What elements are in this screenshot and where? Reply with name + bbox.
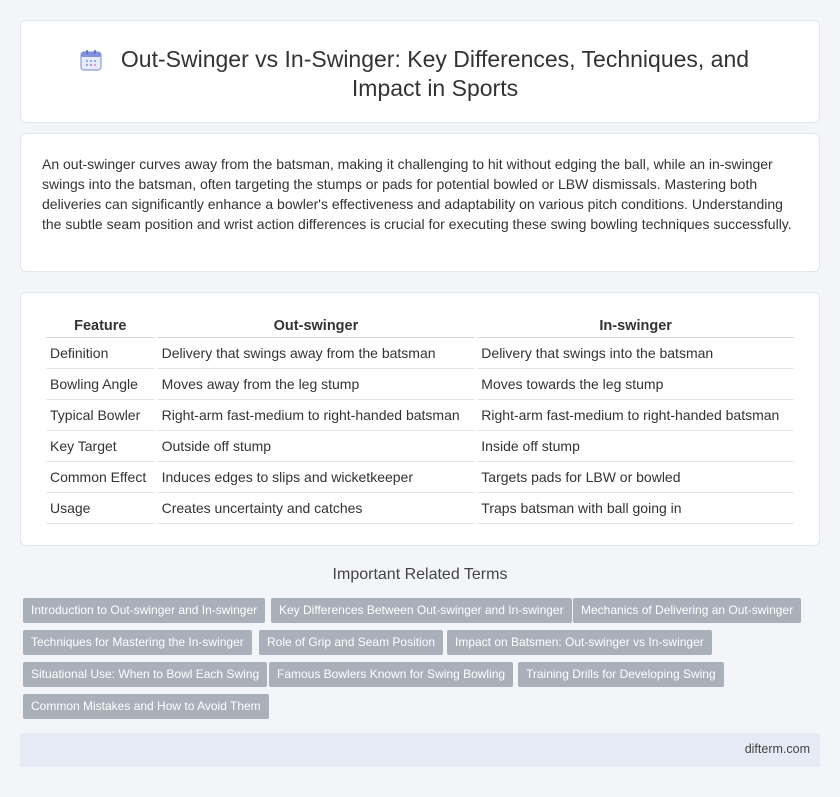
table-row <box>46 369 794 400</box>
row-out-swinger: Outside off stump <box>158 431 475 462</box>
row-in-swinger: Inside off stump <box>477 431 794 462</box>
row-feature: Key Target <box>46 431 155 462</box>
table-row <box>46 431 794 462</box>
row-out-swinger: Delivery that swings away from the batsman <box>158 338 475 369</box>
row-in-swinger: Targets pads for LBW or bowled <box>477 462 794 493</box>
related-term-tag[interactable]: Key Differences Between Out-swinger and In-swinger <box>271 598 572 623</box>
table-row <box>46 493 794 524</box>
intro-card <box>20 133 820 272</box>
related-terms-title: Important Related Terms <box>332 566 508 583</box>
related-term-tag[interactable]: Situational Use: When to Bowl Each Swing <box>23 662 267 687</box>
related-term-tag[interactable]: Introduction to Out-swinger and In-swinger <box>23 598 265 623</box>
row-feature: Definition <box>46 338 155 369</box>
related-term-tag[interactable]: Role of Grip and Seam Position <box>259 630 443 655</box>
related-term-tag[interactable]: Common Mistakes and How to Avoid Them <box>23 694 269 719</box>
header-in-swinger: In-swinger <box>477 315 794 338</box>
page-title: Out-Swinger vs In-Swinger: Key Differences, Techniques, and Impact in Sports <box>120 46 750 101</box>
table-header-row <box>46 315 794 338</box>
row-out-swinger: Right-arm fast-medium to right-handed batsman <box>158 400 475 431</box>
table-row <box>46 400 794 431</box>
row-out-swinger: Moves away from the leg stump <box>158 369 475 400</box>
related-term-tag[interactable]: Techniques for Mastering the In-swinger <box>23 630 252 655</box>
row-in-swinger: Delivery that swings into the batsman <box>477 338 794 369</box>
row-feature: Usage <box>46 493 155 524</box>
header-feature: Feature <box>46 315 155 338</box>
footer <box>20 733 820 767</box>
title-card <box>20 20 820 123</box>
row-feature: Common Effect <box>46 462 155 493</box>
related-term-tag[interactable]: Famous Bowlers Known for Swing Bowling <box>269 662 513 687</box>
table-row <box>46 338 794 369</box>
intro-paragraph: An out-swinger curves away from the batsman, making it challenging to hit without edging the ball, while an in-swinger swings into the batsman, often targeting the stumps or pads for potential bowled or LBW dismissals. Mastering both deliveries can significantly enhance a bowler's effectiveness and adaptability on various pitch conditions. Understanding the subtle seam position and wrist action differences is crucial for executing these swing bowling techniques successfully. <box>42 156 792 232</box>
related-term-tag[interactable]: Training Drills for Developing Swing <box>518 662 724 687</box>
row-feature: Bowling Angle <box>46 369 155 400</box>
related-term-tag[interactable]: Impact on Batsmen: Out-swinger vs In-swinger <box>447 630 712 655</box>
table-row <box>46 462 794 493</box>
header-out-swinger: Out-swinger <box>158 315 475 338</box>
footer-site-link[interactable]: difterm.com <box>744 742 810 756</box>
row-feature: Typical Bowler <box>46 400 155 431</box>
comparison-table <box>43 315 797 524</box>
row-out-swinger: Induces edges to slips and wicketkeeper <box>158 462 475 493</box>
related-term-tag[interactable]: Mechanics of Delivering an Out-swinger <box>573 598 801 623</box>
row-in-swinger: Right-arm fast-medium to right-handed batsman <box>477 400 794 431</box>
comparison-card <box>20 292 820 546</box>
row-in-swinger: Moves towards the leg stump <box>477 369 794 400</box>
row-in-swinger: Traps batsman with ball going in <box>477 493 794 524</box>
row-out-swinger: Creates uncertainty and catches <box>158 493 475 524</box>
